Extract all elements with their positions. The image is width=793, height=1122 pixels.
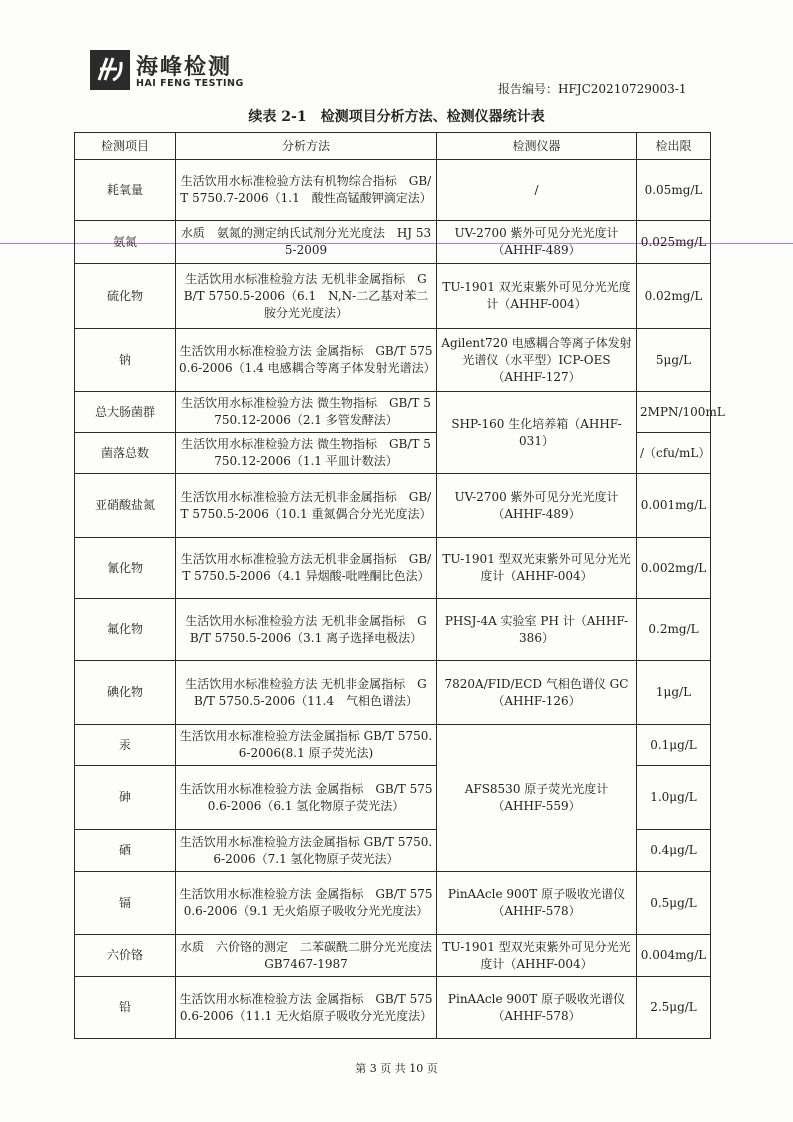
table-row [75, 935, 711, 977]
instrument: PinAAcle 900T 原子吸收光谱仪（AHHF-578） [437, 872, 637, 935]
analysis-method: 生活饮用水标准检验方法 金属指标 GB/T 5750.6-2006（6.1 氢化物原子荧光法） [176, 766, 437, 830]
logo-english-name: HAI FENG TESTING [136, 78, 244, 89]
table-row [75, 977, 711, 1039]
test-item: 硒 [75, 830, 176, 872]
detection-limit: 0.05mg/L [637, 160, 711, 221]
table-row [75, 160, 711, 221]
table-row [75, 264, 711, 329]
test-item: 耗氧量 [75, 160, 176, 221]
col-header-instrument: 检测仪器 [437, 133, 637, 160]
analysis-method: 生活饮用水标准检验方法金属指标 GB/T 5750.6-2006（7.1 氢化物原子荧光法） [176, 830, 437, 872]
detection-limit: 2MPN/100mL [637, 392, 711, 433]
test-item: 砷 [75, 766, 176, 830]
report-number: 报告编号：HFJC20210729003-1 [498, 82, 687, 96]
instrument: PHSJ-4A 实验室 PH 计（AHHF-386） [437, 599, 637, 661]
detection-limit: 1.0μg/L [637, 766, 711, 830]
logo-chinese-name: 海峰检测 [136, 55, 233, 80]
analysis-method: 生活饮用水标准检验方法无机非金属指标 GB/T 5750.5-2006（10.1 重氮偶合分光光度法） [176, 474, 437, 538]
detection-limit: 0.002mg/L [637, 538, 711, 599]
test-item: 铅 [75, 977, 176, 1039]
table-header-row [75, 133, 711, 160]
instrument: TU-1901 双光束紫外可见分光光度计（AHHF-004） [437, 264, 637, 329]
instrument: TU-1901 型双光束紫外可见分光光度计（AHHF-004） [437, 935, 637, 977]
test-item: 汞 [75, 725, 176, 766]
instrument: UV-2700 紫外可见分光光度计（AHHF-489） [437, 221, 637, 264]
detection-limit: 0.001mg/L [637, 474, 711, 538]
analysis-method: 生活饮用水标准检验方法有机物综合指标 GB/T 5750.7-2006（1.1 酸性高锰酸钾滴定法） [176, 160, 437, 221]
analysis-method: 生活饮用水标准检验方法 金属指标 GB/T 5750.6-2006（1.4 电感耦合等离子体发射光谱法） [176, 329, 437, 392]
col-header-item: 检测项目 [75, 133, 176, 160]
instrument: AFS8530 原子荧光光度计（AHHF-559） [437, 725, 637, 872]
table-row [75, 221, 711, 264]
instrument: / [437, 160, 637, 221]
test-item: 菌落总数 [75, 433, 176, 474]
analysis-method: 生活饮用水标准检验方法无机非金属指标 GB/T 5750.5-2006（4.1 异烟酸-吡唑酮比色法） [176, 538, 437, 599]
test-item: 氰化物 [75, 538, 176, 599]
instrument: SHP-160 生化培养箱（AHHF-031） [437, 392, 637, 474]
test-item: 氟化物 [75, 599, 176, 661]
instrument: PinAAcle 900T 原子吸收光谱仪（AHHF-578） [437, 977, 637, 1039]
table-row [75, 725, 711, 766]
detection-limit: 5μg/L [637, 329, 711, 392]
test-item: 镉 [75, 872, 176, 935]
test-item: 硫化物 [75, 264, 176, 329]
table-title: 续表 2-1 检测项目分析方法、检测仪器统计表 [248, 109, 545, 125]
instrument: Agilent720 电感耦合等离子体发射光谱仪（水平型）ICP-OES（AHHF-127） [437, 329, 637, 392]
instrument: UV-2700 紫外可见分光光度计（AHHF-489） [437, 474, 637, 538]
detection-limit: 0.4μg/L [637, 830, 711, 872]
test-methods-table [74, 132, 725, 1039]
detection-limit: 0.004mg/L [637, 935, 711, 977]
analysis-method: 生活饮用水标准检验方法 无机非金属指标 GB/T 5750.5-2006（11.4 气相色谱法） [176, 661, 437, 725]
detection-limit: 2.5μg/L [637, 977, 711, 1039]
test-item: 钠 [75, 329, 176, 392]
analysis-method: 生活饮用水标准检验方法金属指标 GB/T 5750.6-2006(8.1 原子荧光法) [176, 725, 437, 766]
instrument: 7820A/FID/ECD 气相色谱仪 GC（AHHF-126） [437, 661, 637, 725]
detection-limit: 0.2mg/L [637, 599, 711, 661]
table-row [75, 329, 711, 392]
detection-limit: /（cfu/mL） [637, 433, 711, 474]
detection-limit: 0.5μg/L [637, 872, 711, 935]
col-header-limit: 检出限 [637, 133, 711, 160]
detection-limit: 0.02mg/L [637, 264, 711, 329]
detection-limit: 1μg/L [637, 661, 711, 725]
table-row [75, 392, 711, 433]
test-item: 氨氮 [75, 221, 176, 264]
test-item: 总大肠菌群 [75, 392, 176, 433]
analysis-method: 生活饮用水标准检验方法 无机非金属指标 GB/T 5750.5-2006（6.1 N,N-二乙基对苯二胺分光光度法） [176, 264, 437, 329]
test-item: 六价铬 [75, 935, 176, 977]
page-number: 第 3 页 共 10 页 [355, 1062, 438, 1075]
table-row [75, 661, 711, 725]
company-logo [90, 50, 290, 96]
analysis-method: 生活饮用水标准检验方法 金属指标 GB/T 5750.6-2006（9.1 无火焰原子吸收分光光度法） [176, 872, 437, 935]
detection-limit: 0.1μg/L [637, 725, 711, 766]
table-row [75, 872, 711, 935]
haifeng-logo-icon [90, 50, 130, 90]
table-row [75, 538, 711, 599]
analysis-method: 水质 六价铬的测定 二苯碳酰二肼分光光度法 GB7467-1987 [176, 935, 437, 977]
analysis-method: 生活饮用水标准检验方法 无机非金属指标 GB/T 5750.5-2006（3.1 离子选择电极法） [176, 599, 437, 661]
test-item: 碘化物 [75, 661, 176, 725]
detection-limit: 0.025mg/L [637, 221, 711, 264]
analysis-method: 生活饮用水标准检验方法 微生物指标 GB/T 5750.12-2006（2.1 多管发酵法） [176, 392, 437, 433]
table-row [75, 599, 711, 661]
analysis-method: 生活饮用水标准检验方法 微生物指标 GB/T 5750.12-2006（1.1 平皿计数法） [176, 433, 437, 474]
test-item: 亚硝酸盐氮 [75, 474, 176, 538]
col-header-method: 分析方法 [176, 133, 437, 160]
instrument: TU-1901 型双光束紫外可见分光光度计（AHHF-004） [437, 538, 637, 599]
table-row [75, 474, 711, 538]
analysis-method: 生活饮用水标准检验方法 金属指标 GB/T 5750.6-2006（11.1 无火焰原子吸收分光光度法） [176, 977, 437, 1039]
analysis-method: 水质 氨氮的测定纳氏试剂分光光度法 HJ 535-2009 [176, 221, 437, 264]
